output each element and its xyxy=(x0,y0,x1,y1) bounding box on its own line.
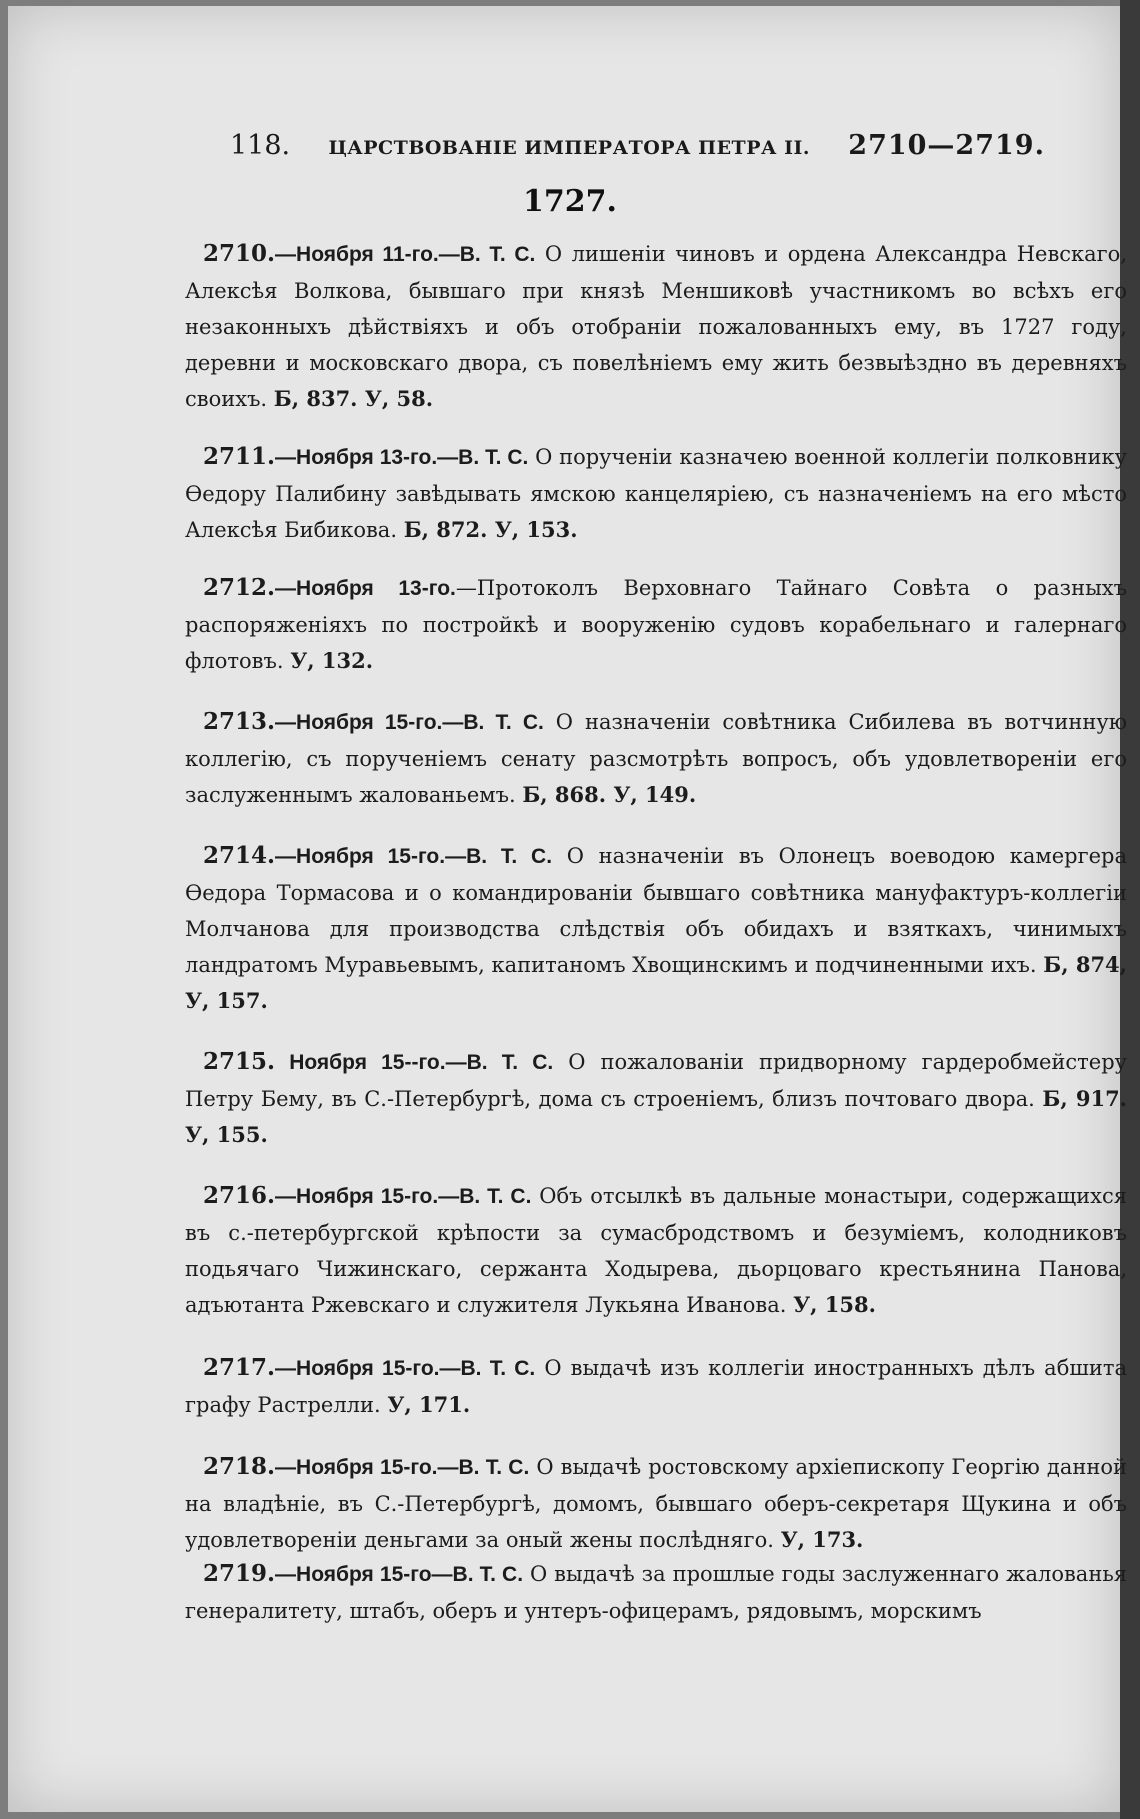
entry-date: —Ноября 11-го.—В. Т. С. xyxy=(275,243,536,266)
entry-date: —Ноября 15-го.—В. Т. С. xyxy=(275,711,544,734)
entry-number: 2717. xyxy=(203,1354,276,1381)
entry-2713 xyxy=(185,704,1127,813)
entry-number: 2718. xyxy=(203,1453,276,1480)
entry-2714 xyxy=(185,838,1127,1019)
entry-text: О выдачѣ изъ коллегіи иностранныхъ дѣлъ абшита графу Растрелли. xyxy=(185,1356,1127,1417)
entry-refs: Б, 874, У, 157. xyxy=(185,952,1127,1013)
entry-number: 2719. xyxy=(203,1560,276,1587)
entry-text: О назначеніи совѣтника Сибилева въ вотчинную коллегію, съ порученіемъ сенату разсмотрѣть вопросъ, объ удовлетвореніи его заслуженнымъ жалованьемъ. xyxy=(185,710,1127,807)
entry-2718 xyxy=(185,1449,1127,1558)
page-header xyxy=(230,130,1045,170)
entry-text: О выдачѣ ростовскому архіепископу Георгію данной на владѣніе, въ С.-Петербургѣ, домомъ, бывшаго оберъ-секретаря Щукина и объ удовлетвореніи деньгами за оный жены послѣдняго. xyxy=(185,1455,1127,1552)
entry-date: —Ноября 15-го.—В. Т. С. xyxy=(275,845,553,868)
entry-date: —Ноября 15-го.—В. Т. С. xyxy=(275,1185,532,1208)
entry-number-range: 2710—2719. xyxy=(848,130,1045,161)
entry-text: О назначеніи въ Олонецъ воеводою камергера Ѳедора Тормасова и о командированіи бывшаго совѣтника мануфактуръ-коллегіи Молчанова для производства слѣдствія объ обидахъ и взяткахъ, чинимыхъ ландратомъ Муравьевымъ, капитаномъ Хвощинскимъ и подчиненными ихъ. xyxy=(185,844,1127,977)
entry-refs: У, 132. xyxy=(290,648,374,673)
entry-number: 2716. xyxy=(203,1182,276,1209)
entry-2715 xyxy=(185,1044,1127,1153)
entry-date: —Ноября 15-го.—В. Т. С. xyxy=(275,1456,530,1479)
entry-2719 xyxy=(185,1556,1127,1629)
entry-number: 2712. xyxy=(203,574,276,601)
entry-number: 2713. xyxy=(203,708,276,735)
entry-text: О пожалованіи придворному гардеробмейстеру Петру Бему, въ С.-Петербургѣ, дома съ строеніемъ, близъ почтоваго двора. xyxy=(185,1050,1127,1111)
entry-date: —Ноября 13-го. xyxy=(275,577,456,600)
entry-date: —Ноября 13-го.—В. Т. С. xyxy=(275,446,529,469)
running-title: ЦАРСТВОВАНІЕ ИМПЕРАТОРА ПЕТРА II. xyxy=(328,137,810,159)
entry-2717 xyxy=(185,1350,1127,1423)
entry-date: Ноября 15--го.—В. Т. С. xyxy=(275,1051,554,1074)
entry-refs: Б, 872. У, 153. xyxy=(403,517,578,542)
entry-refs: Б, 917. У, 155. xyxy=(185,1086,1127,1147)
entry-number: 2714. xyxy=(203,842,276,869)
entry-text: О порученіи казначею военной коллегіи полковнику Ѳедору Палибину завѣдывать ямскою канцеляріею, съ назначеніемъ на его мѣсто Алексѣя Бибикова. xyxy=(185,445,1127,542)
entry-date: —Ноября 15-го.—В. Т. С. xyxy=(275,1357,536,1380)
entry-text: —Протоколъ Верховнаго Тайнаго Совѣта о разныхъ распоряженіяхъ по постройкѣ и вооруженію судовъ корабельнаго и галернаго флотовъ. xyxy=(185,576,1127,673)
entry-number: 2715. xyxy=(203,1048,276,1075)
entry-refs: У, 171. xyxy=(387,1392,471,1417)
entry-refs: У, 173. xyxy=(780,1527,864,1552)
page-number: 118. xyxy=(230,130,291,161)
entry-number: 2710. xyxy=(203,240,276,267)
entry-refs: У, 158. xyxy=(793,1292,876,1317)
year-heading: 1727. xyxy=(523,184,617,219)
entry-2712 xyxy=(185,570,1127,679)
entry-refs: Б, 837. У, 58. xyxy=(273,386,434,411)
entry-text: Объ отсылкѣ въ дальные монастыри, содержащихся въ с.-петербургской крѣпости за сумасбродствомъ и безуміемъ, колодниковъ подьячаго Чижинскаго, сержанта Ходырева, дьорцоваго крестьянина Панова, адъютанта Ржевскаго и служителя Лукьяна Иванова. xyxy=(185,1184,1127,1317)
entry-text: О выдачѣ за прошлые годы заслуженнаго жалованья генералитету, штабъ, оберъ и унтеръ-офицерамъ, рядовымъ, морскимъ xyxy=(185,1562,1127,1623)
entry-date: —Ноября 15-го—В. Т. С. xyxy=(275,1563,524,1586)
entry-2711 xyxy=(185,439,1127,548)
entry-number: 2711. xyxy=(203,443,276,470)
entry-2716 xyxy=(185,1178,1127,1323)
entry-text: О лишеніи чиновъ и ордена Александра Невскаго, Алексѣя Волкова, бывшаго при князѣ Меншиковѣ участникомъ во всѣхъ его незаконныхъ дѣйствіяхъ и объ отобраніи пожалованныхъ ему, въ 1727 году, деревни и московскаго двора, съ повелѣніемъ ему жить безвыѣздно въ деревняхъ своихъ. xyxy=(185,242,1127,411)
entry-refs: Б, 868. У, 149. xyxy=(522,782,697,807)
entry-2710 xyxy=(185,236,1127,417)
